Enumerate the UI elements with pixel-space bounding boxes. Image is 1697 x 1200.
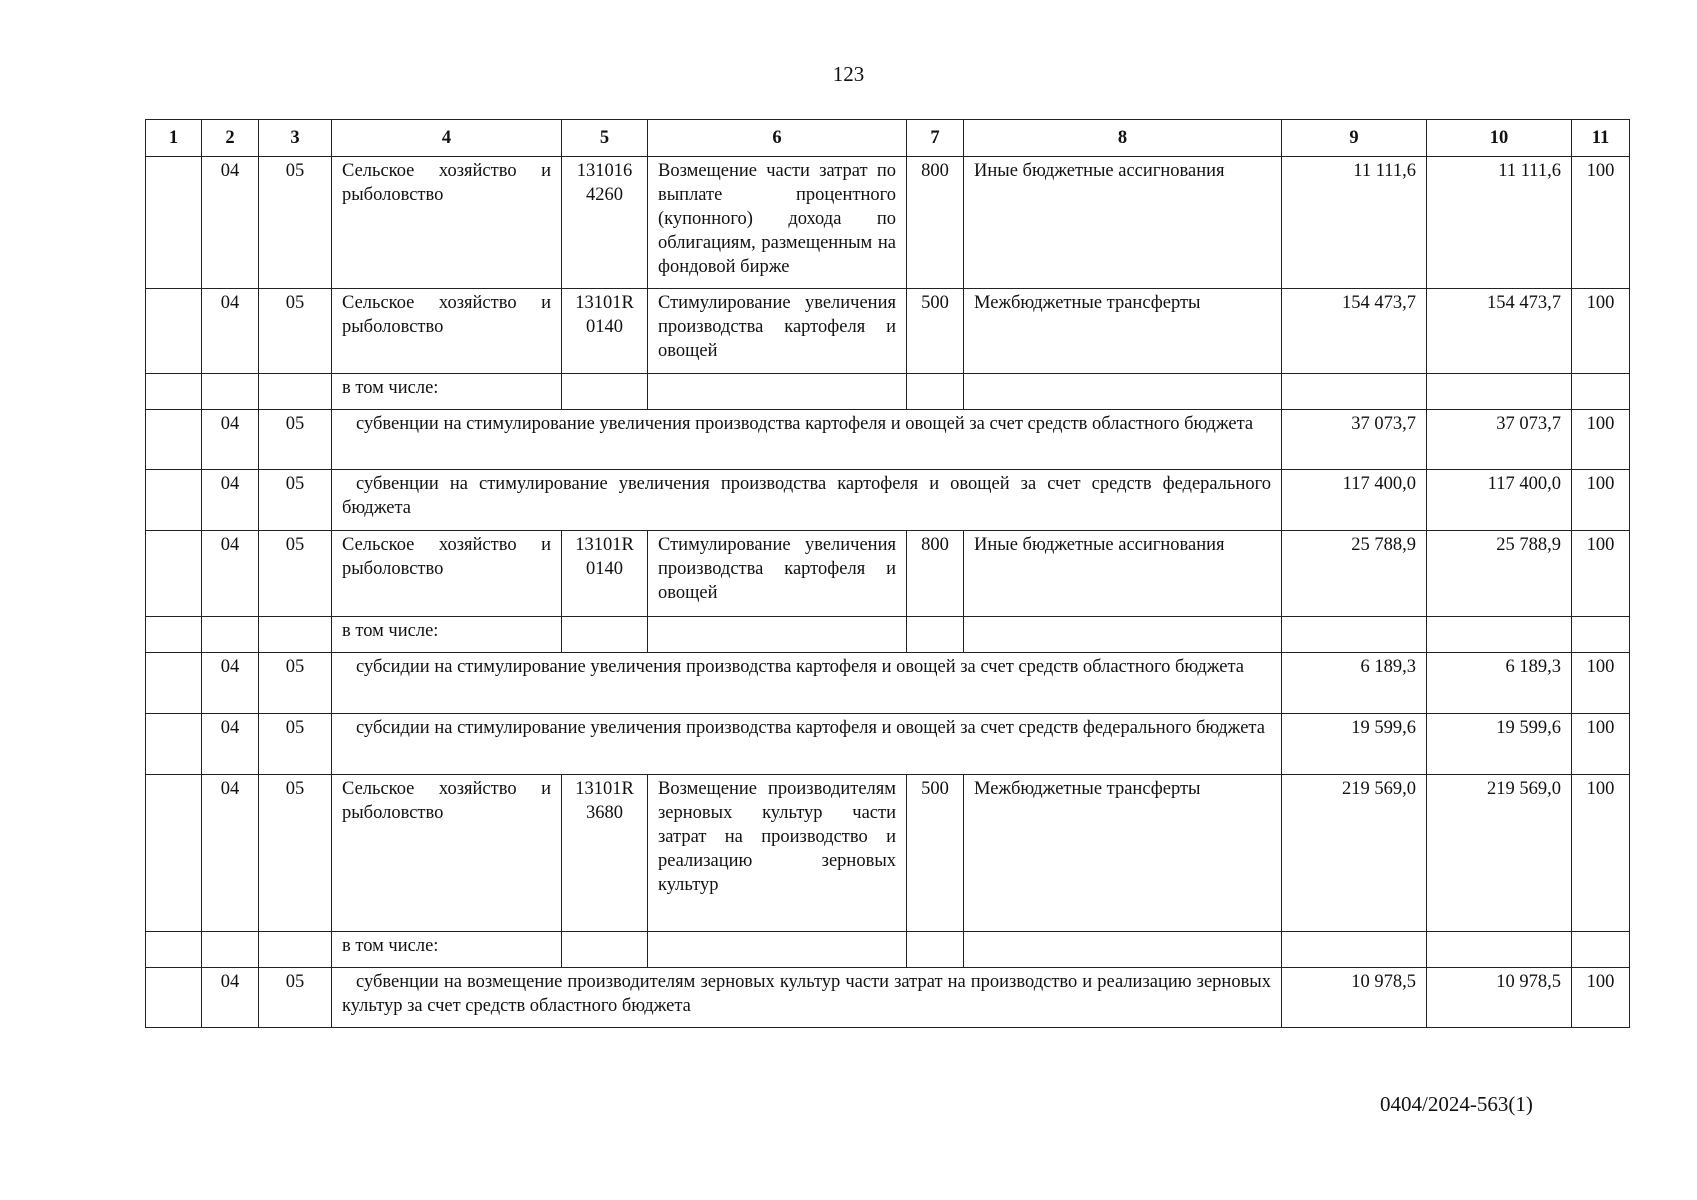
cell-empty <box>259 374 332 410</box>
cell-section-name: Сельское хозяйство и рыболовство <box>332 157 562 289</box>
cell-percent: 100 <box>1572 968 1630 1028</box>
cell-amount-plan: 219 569,0 <box>1282 775 1427 932</box>
cell-empty <box>964 617 1282 653</box>
cell-percent: 100 <box>1572 714 1630 775</box>
cell-section-name: Сельское хозяйство и рыболовство <box>332 775 562 932</box>
cell-expense-code: 500 <box>907 289 964 374</box>
cell-target-name: Стимулирование увеличения производства картофеля и овощей <box>648 531 907 617</box>
header-cell: 2 <box>202 120 259 157</box>
cell-empty <box>1282 374 1427 410</box>
cell-target-code: 13101R 0140 <box>562 531 648 617</box>
cell-empty <box>202 617 259 653</box>
cell-empty <box>964 374 1282 410</box>
cell-subsection: 05 <box>259 410 332 470</box>
budget-table <box>145 119 1630 1028</box>
cell-empty <box>146 932 202 968</box>
cell-amount-plan: 37 073,7 <box>1282 410 1427 470</box>
cell-amount-plan: 25 788,9 <box>1282 531 1427 617</box>
header-cell: 6 <box>648 120 907 157</box>
cell-expense-code: 500 <box>907 775 964 932</box>
cell-section: 04 <box>202 470 259 531</box>
cell-empty <box>1427 617 1572 653</box>
cell-empty <box>1572 932 1630 968</box>
header-cell: 3 <box>259 120 332 157</box>
header-cell: 8 <box>964 120 1282 157</box>
table-row-including <box>146 374 1630 410</box>
cell-col1 <box>146 470 202 531</box>
cell-target-name: Возмещение части затрат по выплате процентного (купонного) дохода по облигациям, размещенным на фондовой бирже <box>648 157 907 289</box>
cell-detail-text <box>332 968 1282 1028</box>
cell-empty <box>562 374 648 410</box>
cell-amount-fact: 154 473,7 <box>1427 289 1572 374</box>
header-cell: 9 <box>1282 120 1427 157</box>
cell-section: 04 <box>202 410 259 470</box>
cell-section: 04 <box>202 968 259 1028</box>
cell-empty <box>907 374 964 410</box>
cell-expense-name: Иные бюджетные ассигнования <box>964 157 1282 289</box>
cell-col1 <box>146 775 202 932</box>
cell-subsection: 05 <box>259 775 332 932</box>
table-row-detail <box>146 410 1630 470</box>
cell-amount-fact: 25 788,9 <box>1427 531 1572 617</box>
cell-section: 04 <box>202 531 259 617</box>
cell-expense-name: Межбюджетные трансферты <box>964 775 1282 932</box>
cell-subsection: 05 <box>259 714 332 775</box>
cell-target-name: Возмещение производителям зерновых культур части затрат на производство и реализацию зерновых культур <box>648 775 907 932</box>
cell-percent: 100 <box>1572 775 1630 932</box>
document-code: 0404/2024-563(1) <box>1380 1092 1533 1116</box>
table-row <box>146 775 1630 932</box>
table-row-detail <box>146 653 1630 714</box>
cell-empty <box>202 374 259 410</box>
cell-section: 04 <box>202 775 259 932</box>
cell-percent: 100 <box>1572 531 1630 617</box>
cell-col1 <box>146 531 202 617</box>
cell-percent: 100 <box>1572 157 1630 289</box>
cell-detail-text <box>332 410 1282 470</box>
table-row <box>146 289 1630 374</box>
cell-section: 04 <box>202 157 259 289</box>
header-cell: 7 <box>907 120 964 157</box>
cell-subsection: 05 <box>259 653 332 714</box>
cell-empty <box>1572 374 1630 410</box>
cell-including-label: в том числе: <box>332 374 562 410</box>
cell-amount-plan: 6 189,3 <box>1282 653 1427 714</box>
cell-empty <box>259 932 332 968</box>
cell-empty <box>202 932 259 968</box>
table-row-detail <box>146 968 1630 1028</box>
cell-detail-text <box>332 470 1282 531</box>
detail-text: субсидии на стимулирование увеличения производства картофеля и овощей за счет средств федерального бюджета <box>356 718 1265 738</box>
cell-empty <box>648 617 907 653</box>
detail-text: субвенции на стимулирование увеличения производства картофеля и овощей за счет средств областного бюджета <box>356 414 1254 434</box>
cell-empty <box>562 617 648 653</box>
table-row-detail <box>146 714 1630 775</box>
cell-amount-plan: 117 400,0 <box>1282 470 1427 531</box>
cell-section-name: Сельское хозяйство и рыболовство <box>332 289 562 374</box>
detail-text: субсидии на стимулирование увеличения производства картофеля и овощей за счет средств областного бюджета <box>356 657 1244 677</box>
cell-percent: 100 <box>1572 653 1630 714</box>
cell-including-label: в том числе: <box>332 617 562 653</box>
cell-amount-fact: 117 400,0 <box>1427 470 1572 531</box>
table-row-detail <box>146 470 1630 531</box>
cell-amount-fact: 10 978,5 <box>1427 968 1572 1028</box>
cell-empty <box>562 932 648 968</box>
cell-empty <box>1427 374 1572 410</box>
table-row <box>146 157 1630 289</box>
cell-amount-fact: 6 189,3 <box>1427 653 1572 714</box>
cell-expense-name: Межбюджетные трансферты <box>964 289 1282 374</box>
cell-empty <box>1572 617 1630 653</box>
cell-amount-fact: 11 111,6 <box>1427 157 1572 289</box>
cell-empty <box>259 617 332 653</box>
cell-target-code: 13101R 0140 <box>562 289 648 374</box>
cell-including-label: в том числе: <box>332 932 562 968</box>
header-cell: 10 <box>1427 120 1572 157</box>
cell-section: 04 <box>202 653 259 714</box>
cell-subsection: 05 <box>259 531 332 617</box>
cell-expense-code: 800 <box>907 531 964 617</box>
cell-col1 <box>146 410 202 470</box>
cell-expense-code: 800 <box>907 157 964 289</box>
cell-amount-plan: 154 473,7 <box>1282 289 1427 374</box>
table-row <box>146 531 1630 617</box>
cell-percent: 100 <box>1572 470 1630 531</box>
cell-empty <box>1282 932 1427 968</box>
cell-section-name: Сельское хозяйство и рыболовство <box>332 531 562 617</box>
cell-amount-plan: 10 978,5 <box>1282 968 1427 1028</box>
cell-empty <box>648 932 907 968</box>
cell-subsection: 05 <box>259 289 332 374</box>
detail-text: субвенции на возмещение производителям зерновых культур части затрат на производство и реализацию зерновых культур за счет средств областного бюджета <box>342 972 1271 1016</box>
cell-target-name: Стимулирование увеличения производства картофеля и овощей <box>648 289 907 374</box>
cell-target-code: 131016 4260 <box>562 157 648 289</box>
table-row-including <box>146 932 1630 968</box>
header-cell: 5 <box>562 120 648 157</box>
cell-empty <box>907 617 964 653</box>
cell-subsection: 05 <box>259 157 332 289</box>
page-number: 123 <box>832 62 865 86</box>
header-row <box>146 120 1630 157</box>
cell-empty <box>1427 932 1572 968</box>
cell-amount-plan: 19 599,6 <box>1282 714 1427 775</box>
cell-col1 <box>146 714 202 775</box>
cell-subsection: 05 <box>259 968 332 1028</box>
cell-amount-fact: 19 599,6 <box>1427 714 1572 775</box>
cell-amount-fact: 37 073,7 <box>1427 410 1572 470</box>
cell-empty <box>964 932 1282 968</box>
cell-section: 04 <box>202 289 259 374</box>
cell-empty <box>648 374 907 410</box>
cell-expense-name: Иные бюджетные ассигнования <box>964 531 1282 617</box>
cell-amount-plan: 11 111,6 <box>1282 157 1427 289</box>
detail-text: субвенции на стимулирование увеличения производства картофеля и овощей за счет средств федерального бюджета <box>342 474 1271 518</box>
cell-col1 <box>146 289 202 374</box>
cell-empty <box>146 374 202 410</box>
cell-empty <box>1282 617 1427 653</box>
cell-detail-text <box>332 653 1282 714</box>
cell-percent: 100 <box>1572 289 1630 374</box>
header-cell: 11 <box>1572 120 1630 157</box>
header-cell: 1 <box>146 120 202 157</box>
table-row-including <box>146 617 1630 653</box>
cell-target-code: 13101R 3680 <box>562 775 648 932</box>
cell-subsection: 05 <box>259 470 332 531</box>
cell-amount-fact: 219 569,0 <box>1427 775 1572 932</box>
cell-section: 04 <box>202 714 259 775</box>
cell-col1 <box>146 968 202 1028</box>
header-cell: 4 <box>332 120 562 157</box>
cell-col1 <box>146 653 202 714</box>
cell-percent: 100 <box>1572 410 1630 470</box>
cell-empty <box>907 932 964 968</box>
cell-empty <box>146 617 202 653</box>
cell-detail-text <box>332 714 1282 775</box>
cell-col1 <box>146 157 202 289</box>
